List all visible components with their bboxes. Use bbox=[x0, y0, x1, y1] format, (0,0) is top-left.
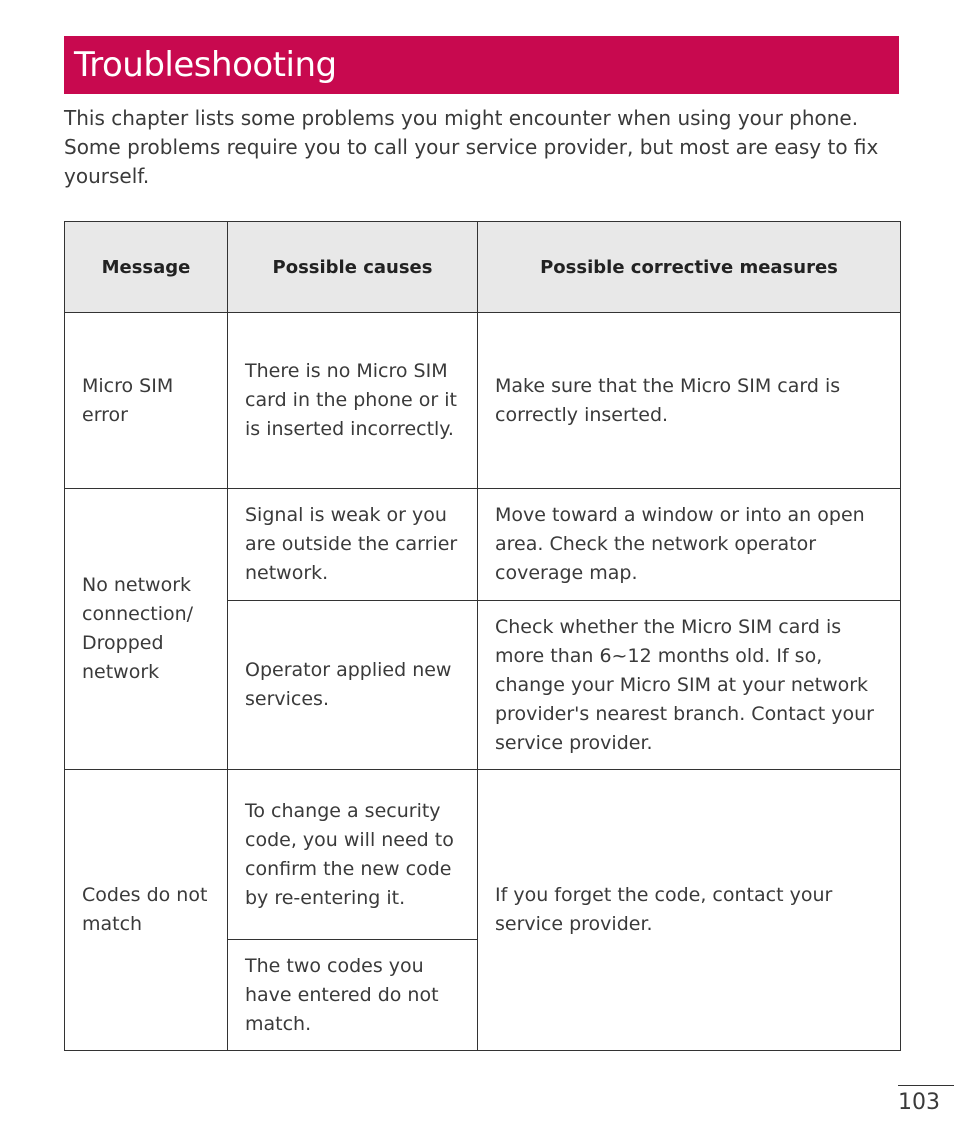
cause-cell: The two codes you have entered do not match. bbox=[228, 940, 478, 1051]
page-title: Troubleshooting bbox=[74, 45, 337, 85]
measure-cell: Check whether the Micro SIM card is more than 6~12 months old. If so, change your Micro SIM at your network provider's nearest branch. Contact your service provider. bbox=[478, 601, 901, 770]
intro-paragraph: This chapter lists some problems you might encounter when using your phone. Some problems require you to call your service provider, but most are easy to fix yourself. bbox=[64, 106, 879, 188]
title-bar bbox=[64, 36, 899, 94]
table-row bbox=[65, 313, 901, 489]
measure-cell: Move toward a window or into an open area. Check the network operator coverage map. bbox=[478, 489, 901, 601]
measure-cell: Make sure that the Micro SIM card is correctly inserted. bbox=[478, 313, 901, 489]
table-row bbox=[65, 770, 901, 940]
page-number-rule bbox=[898, 1085, 954, 1086]
troubleshooting-table bbox=[64, 221, 901, 1051]
measure-cell: If you forget the code, contact your service provider. bbox=[478, 770, 901, 1051]
message-cell: Codes do not match bbox=[65, 770, 228, 1051]
column-header-causes: Possible causes bbox=[228, 222, 478, 313]
message-cell: No network connection/ Dropped network bbox=[65, 489, 228, 770]
table-row bbox=[65, 489, 901, 601]
table-header-row bbox=[65, 222, 901, 313]
column-header-measures: Possible corrective measures bbox=[478, 222, 901, 313]
cause-cell: There is no Micro SIM card in the phone or it is inserted incorrectly. bbox=[228, 313, 478, 489]
cause-cell: Operator applied new services. bbox=[228, 601, 478, 770]
page-number: 103 bbox=[898, 1090, 940, 1115]
column-header-message: Message bbox=[65, 222, 228, 313]
cause-cell: To change a security code, you will need to confirm the new code by re-entering it. bbox=[228, 770, 478, 940]
message-cell: Micro SIM error bbox=[65, 313, 228, 489]
cause-cell: Signal is weak or you are outside the carrier network. bbox=[228, 489, 478, 601]
